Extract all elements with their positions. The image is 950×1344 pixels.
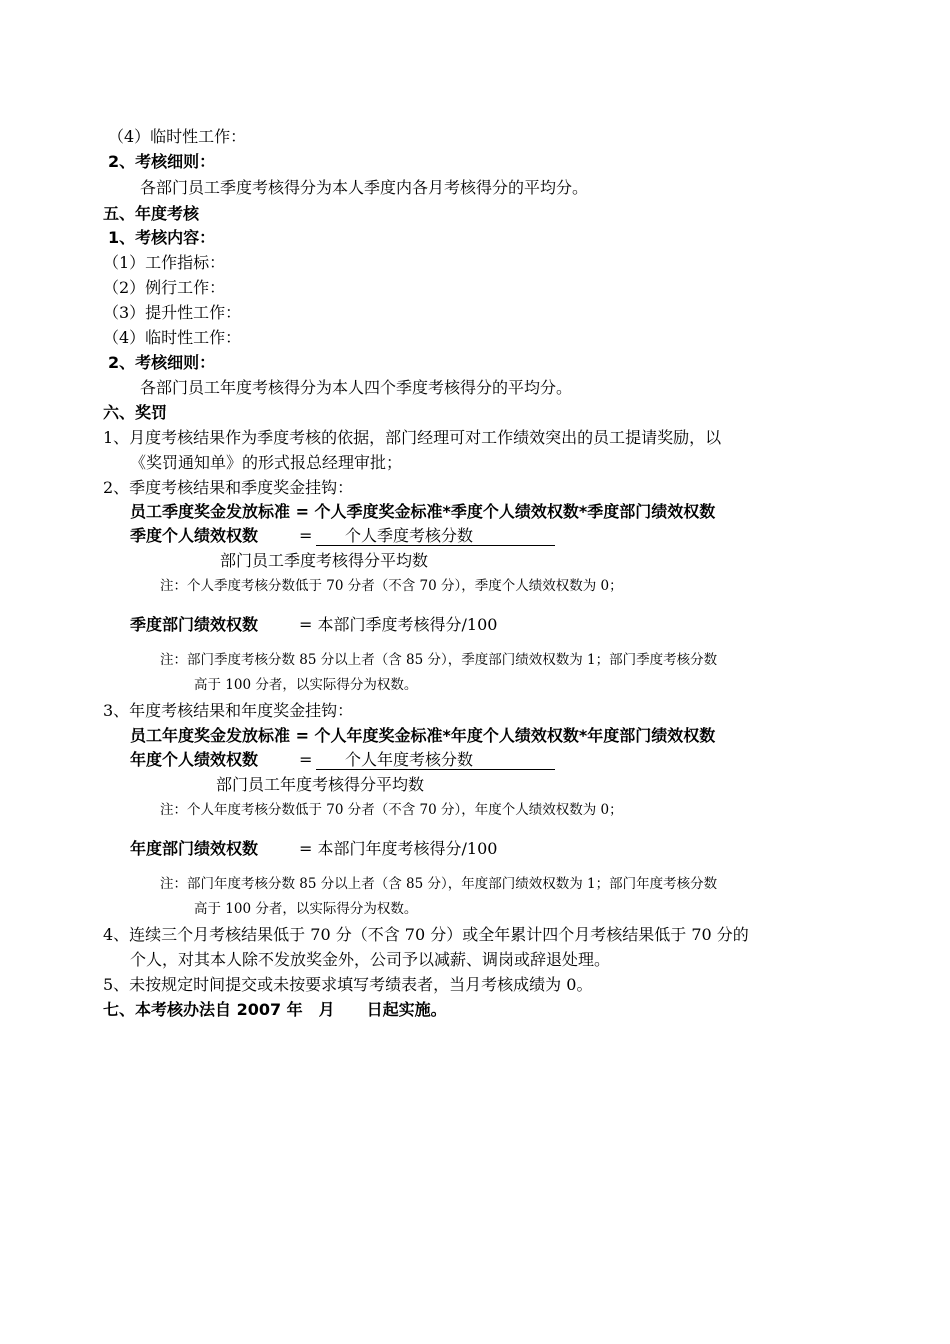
item-work-indicators: （1）工作指标：	[103, 253, 226, 272]
reward-item-5: 5、未按规定时间提交或未按要求填写考绩表者，当月考核成绩为 0。	[103, 975, 593, 994]
reward-item-1-line2: 《奖罚通知单》的形式报总经理审批；	[130, 453, 403, 472]
fraction-denominator-annual: 部门员工年度考核得分平均数	[216, 775, 425, 794]
quarterly-bonus-formula: 员工季度奖金发放标准 = 个人季度奖金标准*季度个人绩效权数*季度部门绩效权数	[130, 502, 716, 521]
quarterly-personal-weight-label: 季度个人绩效权数	[130, 526, 259, 545]
note-quarterly-personal: 注：个人季度考核分数低于 70 分者（不含 70 分），季度个人绩效权数为 0；	[160, 578, 623, 594]
item-improvement-work: （3）提升性工作：	[103, 303, 242, 322]
quarterly-dept-weight-formula: = 本部门季度考核得分/100	[299, 615, 498, 634]
reward-item-3: 3、年度考核结果和年度奖金挂钩：	[103, 701, 354, 720]
note-annual-dept-line1: 注：部门年度考核分数 85 分以上者（含 85 分），年度部门绩效权数为 1；部门年度考核分数	[160, 876, 718, 892]
fraction-bar-quarterly	[316, 545, 555, 546]
reward-item-1-line1: 1、月度考核结果作为季度考核的依据，部门经理可对工作绩效突出的员工提请奖励，以	[103, 428, 722, 447]
fraction-bar-annual	[316, 769, 555, 770]
annual-bonus-formula: 员工年度奖金发放标准 = 个人年度奖金标准*年度个人绩效权数*年度部门绩效权数	[130, 726, 716, 745]
note-quarterly-dept-line1: 注：部门季度考核分数 85 分以上者（含 85 分），季度部门绩效权数为 1；部门季度考核分数	[160, 652, 718, 668]
subheading-assessment-rules: 2、考核细则：	[108, 152, 216, 171]
reward-item-2: 2、季度考核结果和季度奖金挂钩：	[103, 478, 354, 497]
subheading-assessment-content: 1、考核内容：	[108, 228, 216, 247]
section-heading-annual: 五、年度考核	[103, 204, 200, 223]
section-heading-rewards: 六、奖罚	[103, 403, 168, 422]
annual-dept-weight-label: 年度部门绩效权数	[130, 839, 259, 858]
reward-item-4-line1: 4、连续三个月考核结果低于 70 分（不含 70 分）或全年累计四个月考核结果低于 70 分的	[103, 925, 749, 944]
note-annual-personal: 注：个人年度考核分数低于 70 分者（不含 70 分），年度个人绩效权数为 0；	[160, 802, 623, 818]
reward-item-4-line2: 个人，对其本人除不发放奖金外，公司予以减薪、调岗或辞退处理。	[130, 950, 611, 969]
section-heading-effective-date: 七、本考核办法自 2007 年 月 日起实施。	[103, 1000, 447, 1019]
fraction-denominator-quarterly: 部门员工季度考核得分平均数	[220, 551, 429, 570]
equals-sign: =	[299, 526, 313, 545]
equals-sign-2: =	[299, 750, 313, 769]
note-annual-dept-line2: 高于 100 分者，以实际得分为权数。	[194, 901, 418, 917]
quarterly-dept-weight-label: 季度部门绩效权数	[130, 615, 259, 634]
annual-dept-weight-formula: = 本部门年度考核得分/100	[299, 839, 498, 858]
subheading-assessment-rules-2: 2、考核细则：	[108, 353, 216, 372]
fraction-numerator-annual: 个人年度考核分数	[345, 750, 474, 769]
item-temporary-work: （4）临时性工作：	[108, 127, 247, 146]
annual-rule-text: 各部门员工年度考核得分为本人四个季度考核得分的平均分。	[140, 378, 573, 397]
fraction-numerator-quarterly: 个人季度考核分数	[345, 526, 474, 545]
quarterly-rule-text: 各部门员工季度考核得分为本人季度内各月考核得分的平均分。	[140, 178, 589, 197]
annual-personal-weight-label: 年度个人绩效权数	[130, 750, 259, 769]
item-routine-work: （2）例行工作：	[103, 278, 226, 297]
item-temporary-work-2: （4）临时性工作：	[103, 328, 242, 347]
note-quarterly-dept-line2: 高于 100 分者，以实际得分为权数。	[194, 677, 418, 693]
